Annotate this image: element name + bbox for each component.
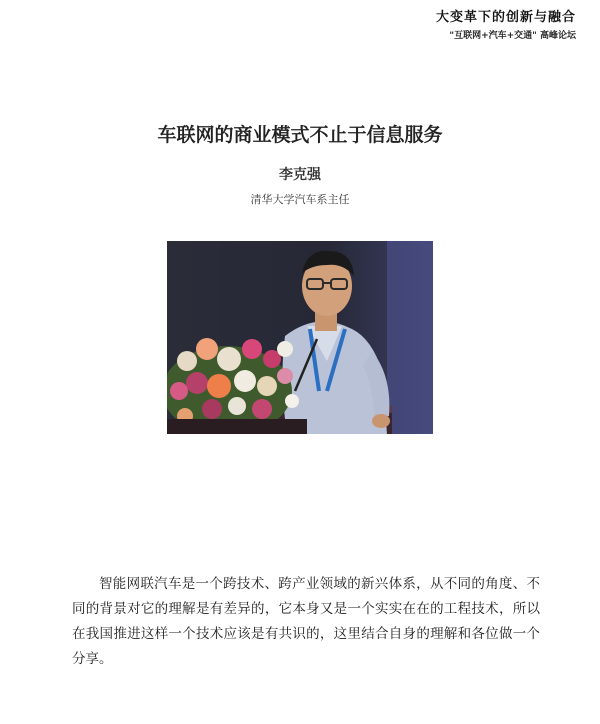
article-body-paragraph: 智能网联汽车是一个跨技术、跨产业领域的新兴体系，从不同的角度、不同的背景对它的理解是有差异的，它本身又是一个实实在在的工程技术，所以在我国推进这样一个技术应该是有共识的，这里结合自身的理解和各位做一个分享。 [72, 575, 540, 667]
speaker-photo [167, 241, 433, 434]
author-name: 李克强 [279, 167, 321, 183]
header-subtitle: "互联网+汽车+交通" 高峰论坛 [449, 31, 576, 41]
header-title: 大变革下的创新与融合 [435, 10, 576, 25]
author-affiliation: 清华大学汽车系主任 [250, 193, 350, 206]
speaker-photo-illustration [167, 241, 433, 434]
running-header [436, 6, 576, 41]
article-title: 车联网的商业模式不止于信息服务 [157, 124, 443, 146]
